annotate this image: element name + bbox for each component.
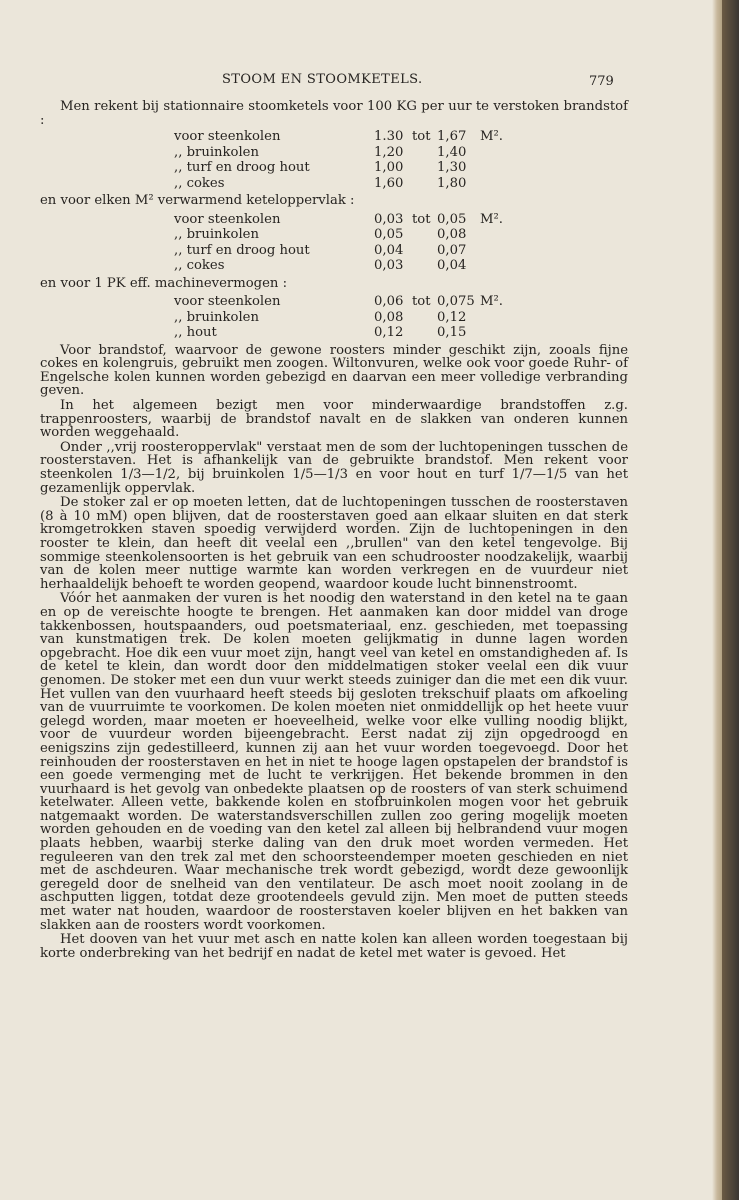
book-spine-shadow (722, 0, 739, 1200)
table-row: voor steenkolen 0,03 tot 0,05 M². (174, 211, 503, 227)
table-row: ,, bruinkolen 0,08 0,12 (174, 309, 467, 325)
fuel-table-per-100kg (40, 130, 628, 192)
table-row: ,, turf en droog hout 0,04 0,07 (174, 242, 467, 258)
body-paragraph: Het dooven van het vuur met asch en natte kolen kan alleen worden toegestaan bij korte onderbreking van het bedrijf en nadat de ketel met water is gevoed. Het (40, 932, 628, 961)
body-paragraph: Vóór het aanmaken der vuren is het noodig den waterstand in den ketel na te gaan en op de vereischte hoogte te brengen. Het aanmaken kan door middel van droge takkenbossen, houtspaanders, oud poetsmateriaal, enz. geschieden, met toepassing van kunstmatigen trek. De kolen moeten gelijkmatig in dunne lagen worden opgebracht. Hoe dik een vuur moet zijn, hangt veel van ketel en omstandigheden af. Is de ketel te klein, dan wordt door den middelmatigen stoker veelal een dik vuur genomen. De stoker met een dun vuur werkt steeds zuiniger dan die met een dik vuur. Het vullen van den vuurhaard heeft steeds bij gesloten trekschuif plaats om afkoeling van de vuurruimte te voorkomen. De kolen moeten niet onmiddellijk op het heete vuur gelegd worden, maar moeten er hoeveelheid, welke voor elke vulling noodig blijkt, voor de vuurdeur worden bijeengebracht. Eerst nadat zij zijn opgedroogd en eenigszins zijn gedestilleerd, kunnen zij aan het vuur worden toegevoegd. Door het reinhouden der roosterstaven en het in niet te hooge lagen opstapelen der brandstof is een goede vermenging met de lucht te verkrijgen. Het bekende brommen in den vuurhaard is het gevolg van onbedekte plaatsen op de roosters of van sterk schuimend ketelwater. Alleen vette, bakkende kolen en stofbruinkolen mogen voor het gebruik natgemaakt worden. De waterstandsverschillen zullen zoo gering mogelijk moeten worden gehouden en de voeding van den ketel zal alleen bij helbrandend vuur mogen plaats hebben, waarbij sterke daling van den druk moet worden vermeden. Het reguleeren van den trek zal met den schoorsteendemper moeten geschieden en niet met de aschdeuren. Waar mechanische trek wordt gebezigd, wordt deze gewoonlijk geregeld door de snelheid van den ventilateur. De asch moet nooit zoolang in de aschputten liggen, totdat deze grootendeels gevuld zijn. Men moet de putten steeds met water nat houden, waardoor de roosterstaven koeler blijven en het bakken van slakken aan de roosters wordt voorkomen. (40, 591, 628, 933)
table-row: ,, cokes 0,03 0,04 (174, 258, 467, 274)
table-row: ,, bruinkolen 1,20 1,40 (174, 144, 467, 160)
body-paragraph: Onder ,,vrij roosteroppervlak" verstaat men de som der luchtopeningen tusschen de roosterstaven. Het is afhankelijk van de gebruikte brandstof. Men rekent voor steenkolen 1/3—1/2, bij bruinkolen 1/5—1/3 en voor hout en turf 1/7—1/5 van het gezamenlijk oppervlak. (40, 439, 628, 496)
body-paragraph: In het algemeen bezigt men voor minderwaardige brandstoffen z.g. trappenroosters, waarbij de brandstof navalt en de slakken van onderen kunnen worden weggehaald. (40, 398, 628, 441)
page-number: 779 (589, 74, 614, 89)
page-edge (712, 0, 722, 1200)
table-row: ,, bruinkolen 0,05 0,08 (174, 227, 467, 243)
table-row: ,, turf en droog hout 1,00 1,30 (174, 160, 467, 176)
page-content (40, 100, 628, 961)
fuel-table-per-m2 (40, 213, 628, 275)
table-row: voor steenkolen 1.30 tot 1,67 M². (174, 129, 503, 145)
table-row: voor steenkolen 0,06 tot 0,075 M². (174, 294, 503, 310)
table-row: ,, cokes 1,60 1,80 (174, 175, 467, 191)
fuel-table-per-pk (40, 295, 628, 342)
body-paragraph: De stoker zal er op moeten letten, dat de luchtopeningen tusschen de roosterstaven (8 à 10 mM) open blijven, dat de roosterstaven goed aan elkaar sluiten en dat sterk kromgetrokken staven spoedig verwijderd worden. Zijn de luchtopeningen in den rooster te klein, dan heeft dit veelal een ,,brullen" van den ketel tengevolge. Bij sommige steenkolensoorten is het gebruik van een schudrooster noodzakelijk, waarbij van de kolen meer nuttige warmte kan worden verkregen en de vuurdeur niet herhaaldelijk behoeft te worden geopend, waardoor koude lucht binnenstroomt. (40, 495, 628, 592)
body-paragraph: Voor brandstof, waarvoor de gewone roosters minder geschikt zijn, zooals fijne cokes en kolengruis, gebruikt men zoogen. Wiltonvuren, welke ook voor goede Ruhr- of Engelsche kolen kunnen worden gebezigd en daarvan een meer volledige verbranding geven. (40, 342, 628, 399)
table-row: ,, hout 0,12 0,15 (174, 325, 467, 341)
intro-paragraph: Men rekent bij stationnaire stoomketels voor 100 KG per uur te verstoken brandstof : (40, 99, 628, 128)
section-title-heating-surface: en voor elken M² verwarmend keteloppervlak : (40, 193, 355, 209)
running-title: STOOM EN STOOMKETELS. (222, 72, 423, 87)
section-title-engine-power: en voor 1 PK eff. machinevermogen : (40, 275, 288, 291)
